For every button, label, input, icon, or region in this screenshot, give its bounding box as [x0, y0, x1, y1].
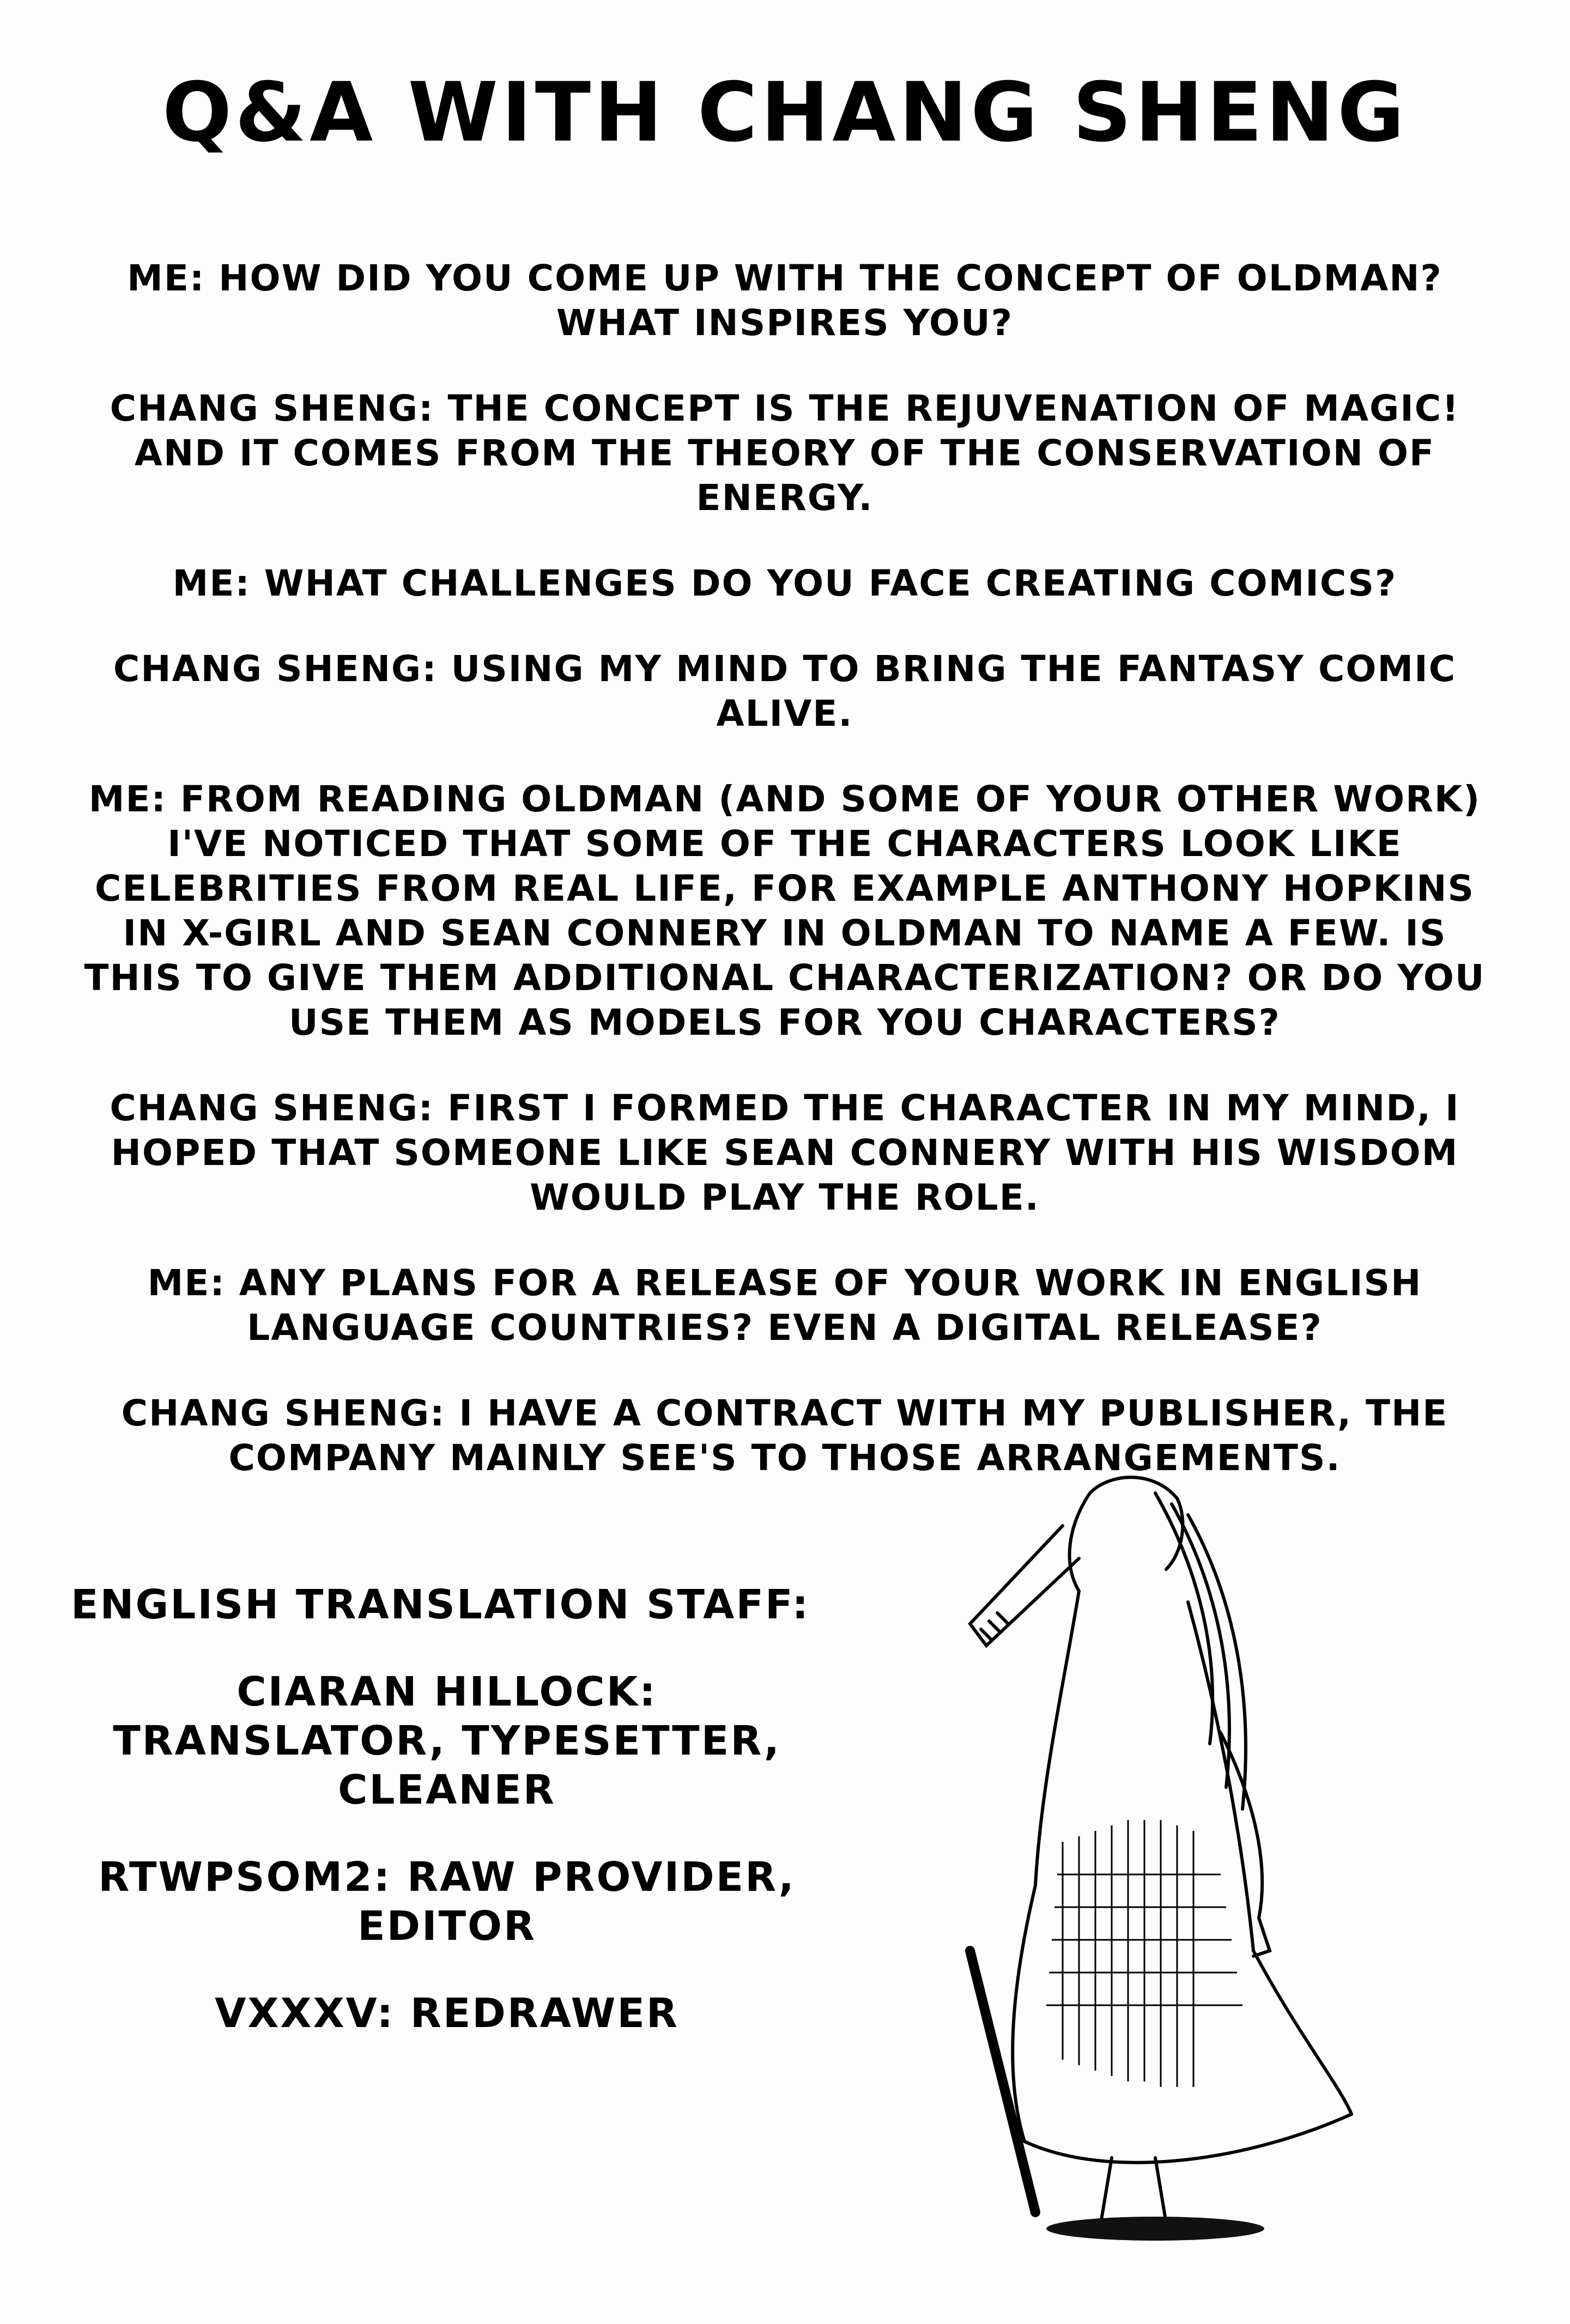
answer-1: CHANG SHENG: THE CONCEPT IS THE REJUVENATION OF MAGIC! AND IT COMES FROM THE THEORY OF THE CONSERVATION OF ENERGY.: [110, 387, 1460, 519]
answer-4: CHANG SHENG: I HAVE A CONTRACT WITH MY PUBLISHER, THE COMPANY MAINLY SEE'S TO THOSE ARRANGEMENTS.: [121, 1392, 1448, 1479]
interview-section: [71, 256, 1499, 1521]
credit-translator: CIARAN HILLOCK: TRANSLATOR, TYPESETTER, CLEANER: [113, 1668, 781, 1813]
question-3: ME: FROM READING OLDMAN (AND SOME OF YOUR OTHER WORK) I'VE NOTICED THAT SOME OF THE CHARACTERS LOOK LIKE CELEBRITIES FROM REAL LIFE, FOR EXAMPLE ANTHONY HOPKINS IN X-GIRL AND SEAN CONNERY IN OLDMAN TO NAME A FEW. IS THIS TO GIVE THEM ADDITIONAL CHARACTERIZATION? OR DO YOU USE THEM AS MODELS FOR YOU CHARACTERS?: [84, 778, 1486, 1043]
credits-heading: ENGLISH TRANSLATION STAFF:: [71, 1581, 810, 1628]
credit-raw-provider: RTWPSOM2: RAW PROVIDER, EDITOR: [98, 1854, 796, 1950]
question-2: ME: WHAT CHALLENGES DO YOU FACE CREATING COMICS?: [172, 562, 1397, 604]
cloaked-figure-illustration-icon: [807, 1460, 1471, 2245]
question-1: ME: HOW DID YOU COME UP WITH THE CONCEPT OF OLDMAN? WHAT INSPIRES YOU?: [127, 257, 1442, 344]
credit-redrawer: VXXXV: REDRAWER: [215, 1990, 679, 2037]
answer-3: CHANG SHENG: FIRST I FORMED THE CHARACTER IN MY MIND, I HOPED THAT SOMEONE LIKE SEAN CONNERY WITH HIS WISDOM WOULD PLAY THE ROLE.: [110, 1087, 1460, 1218]
answer-2: CHANG SHENG: USING MY MIND TO BRING THE FANTASY COMIC ALIVE.: [113, 648, 1457, 735]
page-title: Q&A WITH CHANG SHENG: [162, 65, 1408, 160]
question-4: ME: ANY PLANS FOR A RELEASE OF YOUR WORK IN ENGLISH LANGUAGE COUNTRIES? EVEN A DIGITAL RELEASE?: [147, 1262, 1422, 1349]
credits-section: [71, 1580, 823, 2076]
